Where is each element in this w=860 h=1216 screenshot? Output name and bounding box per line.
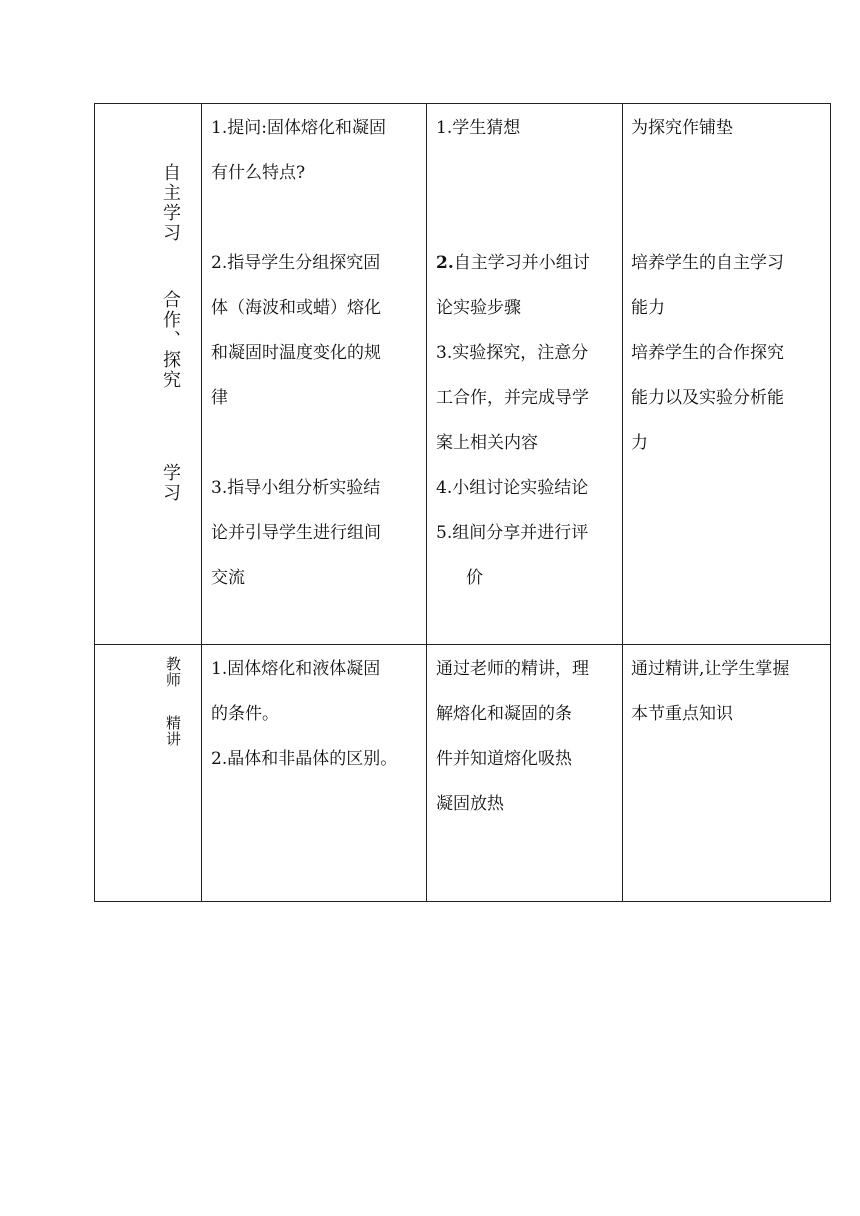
column-divider-2: [426, 103, 427, 902]
row1-purpose-line: 为探究作铺垫: [631, 118, 733, 138]
row2-design-purpose: [631, 647, 827, 737]
row1-teacher-line: 论并引导学生进行组间: [211, 523, 381, 543]
table-border-left: [94, 103, 95, 902]
row1-purpose-line: 培养学生的自主学习: [631, 253, 784, 273]
row2-teacher-activity: [211, 647, 423, 782]
table-border-top: [94, 103, 831, 104]
row1-student-line: [436, 241, 620, 286]
table-border-right: [830, 103, 831, 902]
row1-purpose-line: 力: [631, 433, 648, 453]
row1-teacher-line: 2.指导学生分组探究固: [211, 253, 381, 273]
row1-student-line: 4.小组讨论实验结论: [436, 478, 589, 498]
row1-label-part2: 合作、探究: [160, 290, 181, 390]
row2-student-line: 解熔化和凝固的条: [436, 704, 572, 724]
row2-label-part1: 教师: [164, 656, 182, 688]
row1-label-part1: 自主学习: [160, 163, 181, 243]
row1-teacher-line: 有什么特点?: [211, 163, 306, 183]
row1-teacher-line: 1.提问:固体熔化和凝固: [211, 118, 386, 138]
row2-teacher-line: 1.固体熔化和液体凝固: [211, 659, 381, 679]
row1-student-line: 工合作，并完成导学: [436, 388, 589, 408]
row1-teacher-activity: [211, 106, 423, 601]
row2-student-line: 件并知道熔化吸热: [436, 749, 572, 769]
row1-purpose-line: 培养学生的合作探究: [631, 343, 784, 363]
row1-purpose-line: 能力以及实验分析能: [631, 388, 784, 408]
row2-student-activity: [436, 647, 620, 827]
row1-student-item2-text: 自主学习并小组讨: [453, 253, 590, 273]
table-border-bottom: [94, 901, 831, 902]
row2-purpose-line: 本节重点知识: [631, 704, 733, 724]
row1-purpose-line: 能力: [631, 298, 665, 318]
row2-student-line: 通过老师的精讲，理: [436, 659, 589, 679]
row2-teacher-line: 的条件。: [211, 704, 279, 724]
row-divider: [94, 644, 831, 645]
row1-student-item2-number: 2.: [436, 253, 454, 273]
row2-label-part2: 精讲: [164, 715, 182, 747]
lesson-plan-table: [94, 103, 831, 902]
row1-teacher-line: 和凝固时温度变化的规: [211, 343, 381, 363]
row1-student-activity: [436, 106, 620, 601]
row2-purpose-line: 通过精讲,让学生掌握: [631, 659, 790, 679]
row1-student-line: 5.组间分享并进行评: [436, 523, 589, 543]
row1-student-line: 价: [466, 568, 483, 588]
row1-label-part3: 学习: [160, 463, 181, 503]
row1-teacher-line: 交流: [211, 568, 245, 588]
row1-teacher-line: 3.指导小组分析实验结: [211, 478, 381, 498]
row1-student-line: 3.实验探究，注意分: [436, 343, 589, 363]
row1-teacher-line: 律: [211, 388, 228, 408]
row2-teacher-line: 2.晶体和非晶体的区别。: [211, 749, 398, 769]
column-divider-1: [201, 103, 202, 902]
row1-student-line: 案上相关内容: [436, 433, 538, 453]
column-divider-3: [622, 103, 623, 902]
row2-student-line: 凝固放热: [436, 794, 504, 814]
row1-teacher-line: 体（海波和或蜡）熔化: [211, 298, 381, 318]
row1-student-line: 1.学生猜想: [436, 118, 521, 138]
row1-design-purpose: [631, 106, 827, 466]
row1-student-line: 论实验步骤: [436, 298, 521, 318]
